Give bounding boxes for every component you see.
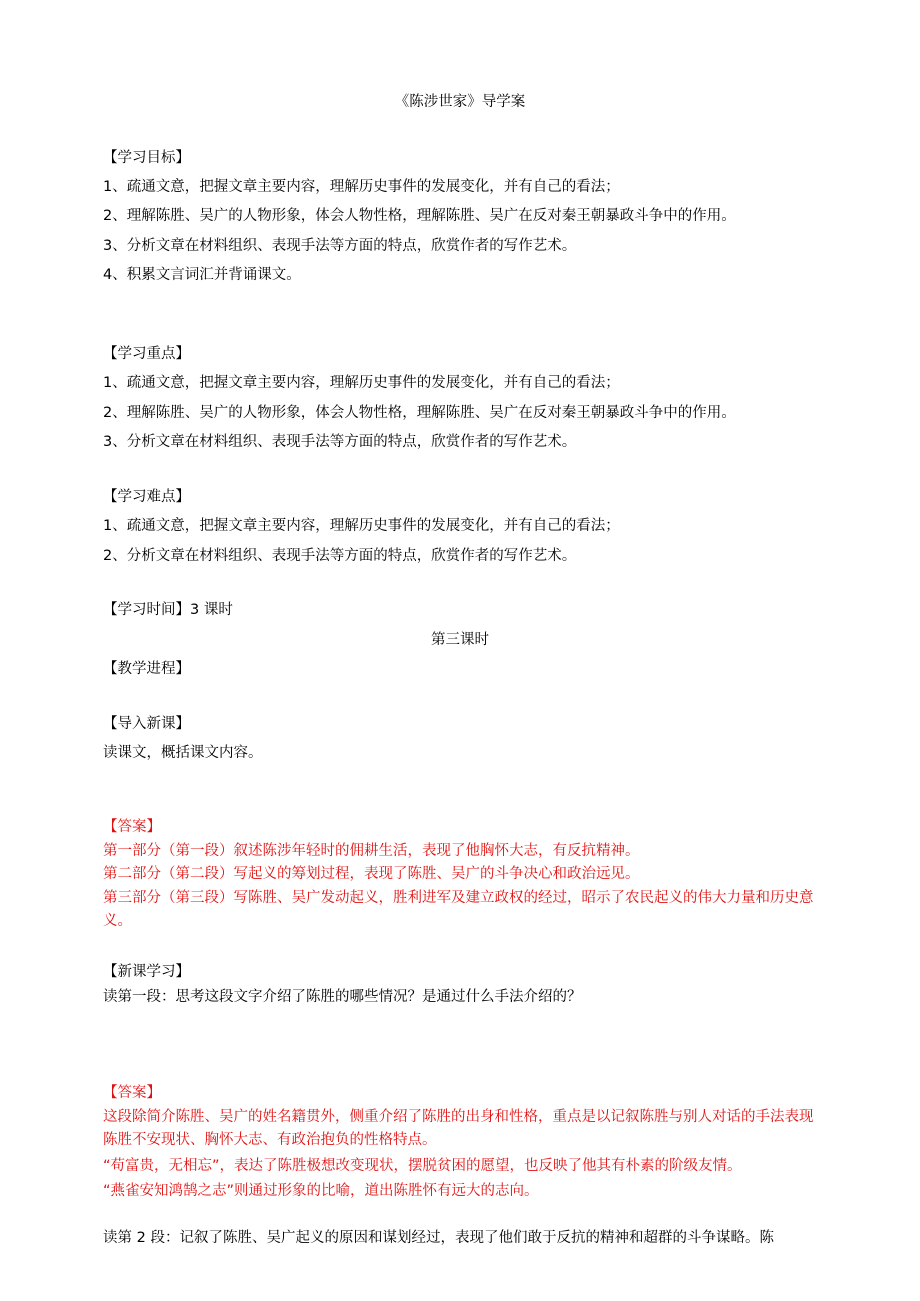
goals-item: 4、积累文言词汇并背诵课文。 (103, 267, 301, 283)
process-heading: 【教学进程】 (103, 661, 190, 677)
key-points-item: 1、疏通文意，把握文章主要内容，理解历史事件的发展变化，并有自己的看法； (103, 375, 620, 391)
goals-heading: 【学习目标】 (103, 150, 190, 166)
answer-item: 第二部分（第二段）写起义的筹划过程，表现了陈胜、吴广的斗争决心和政治远见。 (103, 866, 640, 882)
intro-heading: 【导入新课】 (103, 716, 190, 732)
goals-item: 2、理解陈胜、吴广的人物形象，体会人物性格，理解陈胜、吴广在反对秦王朝暴政斗争中的作用。 (103, 208, 736, 224)
key-points-item: 2、理解陈胜、吴广的人物形象，体会人物性格，理解陈胜、吴广在反对秦王朝暴政斗争中的作用。 (103, 405, 736, 421)
answer-paragraph: “苟富贵，无相忘”，表达了陈胜极想改变现状，摆脱贫困的愿望，也反映了他其有朴素的阶级友情。 (103, 1158, 742, 1174)
paragraph-2-text: 读第 2 段：记叙了陈胜、吴广起义的原因和谋划经过，表现了他们敢于反抗的精神和超群的斗争谋略。陈 (103, 1230, 774, 1246)
intro-text: 读课文，概括课文内容。 (103, 745, 263, 761)
study-time: 【学习时间】3 课时 (103, 602, 233, 618)
key-points-heading: 【学习重点】 (103, 346, 190, 362)
difficulties-item: 1、疏通文意，把握文章主要内容，理解历史事件的发展变化，并有自己的看法； (103, 518, 620, 534)
answer-item: 第一部分（第一段）叙述陈涉年轻时的佣耕生活，表现了他胸怀大志，有反抗精神。 (103, 843, 640, 859)
difficulties-heading: 【学习难点】 (103, 489, 190, 505)
answer-heading: 【答案】 (103, 819, 161, 835)
lesson-label: 第三课时 (431, 632, 489, 648)
answer-paragraph: “燕雀安知鸿鹄之志”则通过形象的比喻，道出陈胜怀有远大的志向。 (103, 1183, 539, 1199)
answer-item: 第三部分（第三段）写陈胜、吴广发动起义，胜利进军及建立政权的经过，昭示了农民起义的伟大力量和历史意义。 (103, 890, 814, 929)
goals-item: 3、分析文章在材料组织、表现手法等方面的特点，欣赏作者的写作艺术。 (103, 238, 577, 254)
document-title: 《陈涉世家》导学案 (394, 94, 526, 110)
answer-paragraph: 这段除简介陈胜、吴广的姓名籍贯外，侧重介绍了陈胜的出身和性格，重点是以记叙陈胜与别人对话的手法表现陈胜不安现状、胸怀大志、有政治抱负的性格特点。 (103, 1109, 814, 1148)
new-lesson-question: 读第一段：思考这段文字介绍了陈胜的哪些情况？是通过什么手法介绍的？ (103, 989, 582, 1005)
difficulties-item: 2、分析文章在材料组织、表现手法等方面的特点，欣赏作者的写作艺术。 (103, 548, 577, 564)
answer-heading: 【答案】 (103, 1085, 161, 1101)
goals-item: 1、疏通文意，把握文章主要内容，理解历史事件的发展变化，并有自己的看法； (103, 179, 620, 195)
key-points-item: 3、分析文章在材料组织、表现手法等方面的特点，欣赏作者的写作艺术。 (103, 434, 577, 450)
new-lesson-heading: 【新课学习】 (103, 964, 190, 980)
